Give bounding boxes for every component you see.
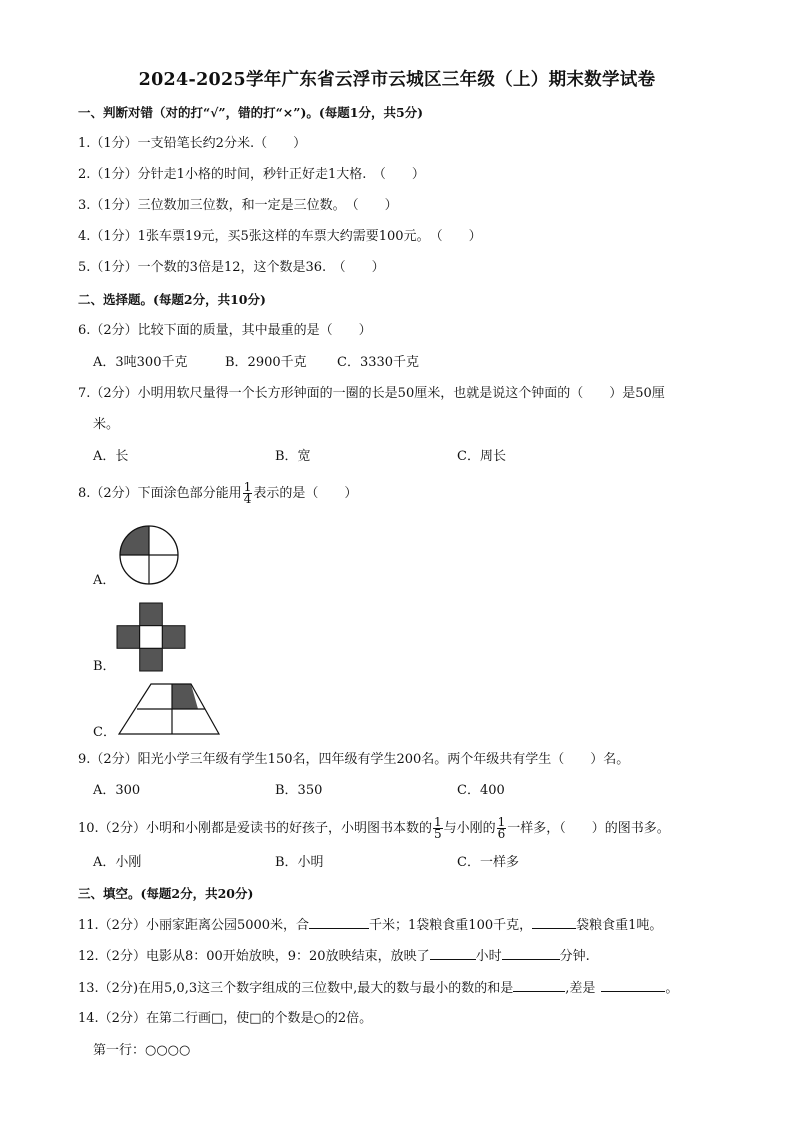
q10-option-c: C．一样多 (457, 855, 519, 870)
question-10 (78, 817, 670, 840)
question-7-line2: 米。 (93, 417, 120, 432)
q11-text-3: 袋粮食重1吨。 (576, 918, 663, 933)
question-7-line1: 7.（2分）小明用软尺量得一个长方形钟面的一圈的长是50厘米，也就是说这个钟面的（ ）是50厘 (78, 386, 665, 401)
cross-squares-figure (117, 603, 185, 671)
q12-text-3: 分钟. (559, 949, 590, 964)
answer-blank[interactable] (532, 916, 576, 929)
fraction-one-fifth (433, 817, 443, 840)
q8-option-b: B． (93, 659, 116, 674)
q10-prefix: 10.（2分）小明和小刚都是爱读书的好孩子，小明图书本数的 (78, 821, 432, 836)
section-heading-1: 一、判断对错（对的打“√”，错的打“×”)。(每题1分，共5分) (78, 105, 424, 120)
q6-option-c: C．3330千克 (337, 355, 420, 370)
answer-blank[interactable] (502, 947, 560, 960)
question-12 (78, 947, 590, 966)
fraction-numerator: 1 (497, 815, 506, 829)
q13-text-2: ,差是 (565, 981, 596, 996)
q8-option-c: C． (93, 725, 116, 740)
question-11 (78, 916, 662, 935)
question-5: 5.（1分）一个数的3倍是12，这个数是36. （ ） (78, 260, 385, 275)
q11-text-2: 千米；1袋粮食重100千克， (369, 918, 533, 933)
question-2: 2.（1分）分针走1小格的时间，秒针正好走1大格. （ ） (78, 167, 425, 182)
q12-text-2: 小时 (475, 949, 502, 964)
answer-blank[interactable] (430, 947, 476, 960)
fraction-denominator: 5 (433, 827, 442, 841)
q9-option-b: B．350 (275, 783, 323, 798)
fraction-denominator: 6 (497, 827, 506, 841)
question-8 (78, 482, 357, 505)
q8-option-a: A． (93, 573, 116, 588)
q13-text-1: 13.（2分)在用5,0,3这三个数字组成的三位数中,最大的数与最小的数的和是 (78, 981, 514, 996)
q6-option-b: B．2900千克 (225, 355, 307, 370)
fraction-denominator: 4 (243, 492, 252, 506)
q8-suffix: 表示的是（ ） (253, 486, 358, 501)
page-title: 2024-2025学年广东省云浮市云城区三年级（上）期末数学试卷 (138, 70, 656, 90)
q9-option-a: A．300 (93, 783, 141, 798)
fraction-numerator: 1 (433, 815, 442, 829)
q10-option-b: B．小明 (275, 855, 324, 870)
answer-blank[interactable] (309, 916, 369, 929)
answer-blank[interactable] (601, 979, 665, 992)
q13-text-3: 。 (665, 981, 679, 996)
section-heading-2: 二、选择题。(每题2分，共10分) (78, 292, 266, 307)
q14-row-1: 第一行：○○○○ (93, 1043, 191, 1058)
question-9: 9.（2分）阳光小学三年级有学生150名，四年级有学生200名。两个年级共有学生（ ）名。 (78, 752, 630, 767)
q7-option-c: C．周长 (457, 449, 506, 464)
question-1: 1.（1分）一支铅笔长约2分米.（ ） (78, 136, 307, 151)
fraction-numerator: 1 (243, 480, 252, 494)
question-13 (78, 979, 678, 998)
question-4: 4.（1分）1张车票19元，买5张这样的车票大约需要100元。 （ ） (78, 229, 482, 244)
q9-option-c: C．400 (457, 783, 505, 798)
fraction-one-quarter (243, 482, 253, 505)
trapezoid-figure (118, 683, 220, 735)
q10-option-a: A．小刚 (93, 855, 142, 870)
question-14: 14.（2分）在第二行画□，使□的个数是○的2倍。 (78, 1011, 373, 1026)
q10-middle: 与小刚的 (443, 821, 496, 836)
q10-suffix: 一样多，（ ）的图书多。 (507, 821, 670, 836)
q6-option-a: A．3吨300千克 (93, 355, 188, 370)
q7-option-b: B．宽 (275, 449, 311, 464)
q8-prefix: 8.（2分）下面涂色部分能用 (78, 486, 242, 501)
section-heading-3: 三、填空。(每题2分，共20分) (78, 886, 254, 901)
question-6: 6.（2分）比较下面的质量，其中最重的是（ ） (78, 323, 372, 338)
question-3: 3.（1分）三位数加三位数，和一定是三位数。 （ ） (78, 198, 398, 213)
q12-text-1: 12.（2分）电影从8：00开始放映，9：20放映结束，放映了 (78, 949, 430, 964)
circle-quarter-figure (118, 524, 180, 586)
fraction-one-sixth (497, 817, 507, 840)
q7-option-a: A．长 (93, 449, 129, 464)
q11-text-1: 11.（2分）小丽家距离公园5000米，合 (78, 918, 310, 933)
answer-blank[interactable] (513, 979, 565, 992)
